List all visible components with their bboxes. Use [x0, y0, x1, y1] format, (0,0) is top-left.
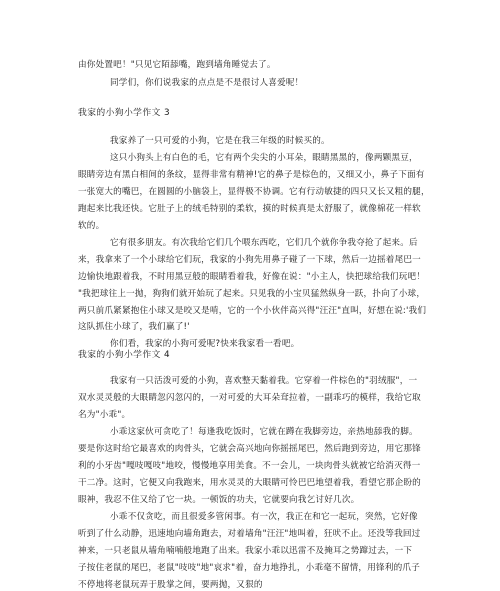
- paragraph-line: 听到了什么动静，迅速地向墙角跑去，对着墙角"汪汪"地叫着，狂吠不止。还没等我回过: [78, 529, 421, 539]
- paragraph-line: 它有很多朋友。有次我给它们几个喂东西吃，它们几个就你争我夺抢了起来。后: [110, 238, 418, 248]
- paragraph-line: 子按住老鼠的尾巴，老鼠"吱吱"地"哀求"着，奋力地挣扎，小乖毫不留情，用锋利的爪子: [78, 563, 420, 573]
- paragraph-line: 两只前爪紧紧抱住小球又是咬又是啃，它的一个小伙伴高兴得"汪汪"直叫，好想在说:'我们: [78, 306, 427, 316]
- paragraph-line: 眼睛旁边有黑白相间的条纹，显得非常有精神!它的鼻子是棕色的，又细又小，鼻子下面有: [78, 170, 425, 180]
- paragraph-line: 这只小狗头上有白色的毛，它有两个尖尖的小耳朵，眼睛黑黑的，像两颗黑豆，: [110, 153, 418, 163]
- paragraph-line: 不停地将老鼠玩弄于股掌之间，要两抛，又狠的: [78, 580, 263, 590]
- section-title-3: 我家的小狗小学作文 3: [78, 108, 170, 118]
- paragraph-line: 我家有一只活泼可爱的小狗，喜欢整天黏着我。它穿着一件棕色的"羽绒服"，一: [110, 376, 418, 386]
- intro-line-1: 由你处置吧！"只见它陌舔嘴，跑到墙角睡觉去了。: [78, 60, 276, 70]
- paragraph-line: 你们看，我家的小狗可爱呢?快来我家看一看吧。: [110, 339, 300, 349]
- paragraph-line: "我把球往上一抛，狗狗们就开始玩了起来。只见我的小宝贝猛然纵身一跃，扑向了小球，: [78, 289, 426, 299]
- paragraph-line: 边愉快地跟着我，不时用黑豆般的眼睛看着我，好像在说："小主人，快把球给我们玩吧！: [78, 272, 426, 282]
- paragraph-line: 软的。: [78, 221, 105, 231]
- paragraph-line: 来，我拿来了一个小球给它们玩，我家的小狗先用鼻子碰了一下球，然后一边摇着尾巴一: [78, 255, 421, 265]
- paragraph-line: 眼神，我忍不住又给了它一块。一顿饭的功夫，它就要向我乞讨好几次。: [78, 495, 360, 505]
- paragraph-line: 神来，一只老鼠从墙角喃喃般地跑了出来。我家小乖以迅雷不及掩耳之势蹿过去，一下: [78, 546, 413, 556]
- paragraph-line: 利的小牙齿"嘎吱嘎吱"地咬，慢慢地享用美食。不一会儿，一块肉骨头就被它给消灭得一: [78, 461, 421, 471]
- paragraph-line: 要是你这时给它最喜欢的肉骨头，它就会高兴地向你摇摇尾巴，然后跑到旁边，用它那锋: [78, 444, 421, 454]
- paragraph-line: 这队抓住小球了，我们赢了!': [78, 322, 190, 332]
- paragraph-line: 小乖不仅贪吃，而且很爱多管闲事。有一次，我正在和它一起玩，突然，它好像: [110, 512, 418, 522]
- paragraph-line: 双水灵灵般的大眼睛忽闪忽闪的，一对可爱的大耳朵耷拉着，一副乖巧的模样，我给它取: [78, 393, 421, 403]
- paragraph-line: 我家养了一只可爱的小狗，它是在我三年级的时候买的。: [110, 136, 330, 146]
- paragraph-line: 干二净。这时，它便又向我跑来，用水灵灵的大眼睛可怜巴巴地望着我，看望它那企盼的: [78, 478, 421, 488]
- paragraph-line: 小乖这家伙可贪吃了！每逢我吃饭时，它就在蹲在我脚旁边，亲热地舔我的脚。: [110, 427, 418, 437]
- section-title-4: 我家的小狗小学作文 4: [78, 350, 170, 360]
- paragraph-line: 一张宽大的嘴巴，在圆圆的小脑袋上，显得极不协调。它有行动敏捷的四只又长又粗的腿，: [78, 187, 430, 197]
- paragraph-line: 名为"小乖"。: [78, 410, 131, 420]
- intro-line-2: 同学们，你们说我家的点点是不是很讨人喜爱呢！: [110, 78, 304, 88]
- paragraph-line: 跑起来比我还快。它肚子上的绒毛特别的柔软，摸的时候真是太舒服了，就像棉花一样软: [78, 204, 421, 214]
